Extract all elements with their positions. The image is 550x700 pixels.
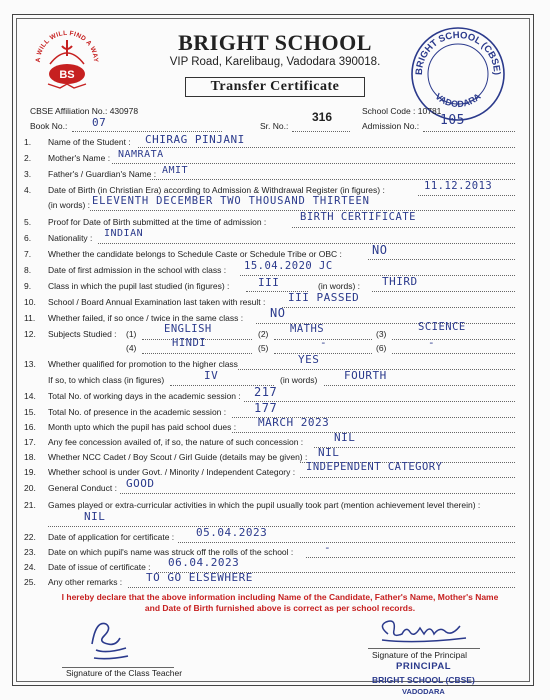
fee-concession-value: NIL — [334, 431, 356, 444]
field-number: 3. — [24, 169, 32, 179]
nationality-value: INDIAN — [104, 228, 144, 239]
field-number: 18. — [24, 452, 36, 462]
subject-key: (2) — [258, 329, 269, 339]
principal-signature-line — [368, 648, 480, 649]
conduct-label: General Conduct : — [48, 483, 117, 493]
mother-name-value: NAMRATA — [118, 149, 164, 160]
dob-proof-value: BIRTH CERTIFICATE — [300, 211, 416, 223]
caste-value: NO — [372, 243, 388, 257]
field-number: 20. — [24, 483, 36, 493]
last-class-words-value: THIRD — [382, 275, 418, 288]
promotion-label: Whether qualified for promotion to the higher class — [48, 359, 238, 369]
field-number: 22. — [24, 532, 36, 542]
field-number: 25. — [24, 577, 36, 587]
student-name-value: CHIRAG PINJANI — [145, 133, 245, 146]
issue-date-value: 06.04.2023 — [168, 556, 240, 569]
field-number: 4. — [24, 185, 32, 195]
subject-value: MATHS — [290, 323, 325, 335]
field-number: 6. — [24, 233, 32, 243]
working-days-value: 217 — [254, 385, 278, 399]
teacher-signature — [86, 614, 134, 664]
remarks-label: Any other remarks : — [48, 577, 123, 587]
failed-label: Whether failed, if so once / twice in the same class : — [48, 313, 244, 323]
field-number: 11. — [24, 313, 36, 323]
caste-line — [368, 259, 515, 260]
mother-name-line — [112, 163, 515, 164]
field-number: 7. — [24, 249, 32, 259]
subject-value: - — [320, 336, 328, 349]
school-name: BRIGHT SCHOOL — [178, 30, 372, 55]
svg-text:BRIGHT SCHOOL (CBSE) — [414, 30, 502, 75]
subject-key: (3) — [376, 329, 387, 339]
principal-signature-label: Signature of the Principal — [372, 650, 467, 660]
dob-words-value: ELEVENTH DECEMBER TWO THOUSAND THIRTEEN — [92, 195, 370, 207]
school-category-label: Whether school is under Govt. / Minority / Independent Category : — [48, 467, 296, 477]
application-date-label: Date of application for certificate : — [48, 532, 175, 542]
working-days-line — [244, 401, 515, 402]
field-number: 1. — [24, 137, 32, 147]
principal-stamp-title: PRINCIPAL — [396, 661, 451, 672]
presence-label: Total No. of presence in the academic session : — [48, 407, 227, 417]
field-number: 9. — [24, 281, 32, 291]
field-number: 15. — [24, 407, 36, 417]
stamp-bottom-text: VADODARA — [433, 91, 483, 110]
last-class-label: Class in which the pupil last studied (in figures) : — [48, 281, 230, 291]
dues-line — [232, 432, 515, 433]
book-no-line — [72, 131, 222, 132]
struck-off-value: - — [324, 541, 332, 554]
remarks-line — [128, 587, 515, 588]
games-line — [48, 526, 515, 527]
field-number: 8. — [24, 265, 32, 275]
promotion-class-words-label: (in words) — [280, 375, 318, 385]
certificate-title: Transfer Certificate — [185, 77, 365, 97]
field-number: 23. — [24, 547, 36, 557]
subject-key: (5) — [258, 343, 269, 353]
dob-proof-label: Proof for Date of Birth submitted at the time of admission : — [48, 217, 267, 227]
dob-line — [418, 195, 515, 196]
subject-value: HINDI — [172, 337, 207, 349]
teacher-signature-label: Signature of the Class Teacher — [66, 668, 183, 678]
principal-stamp-school: BRIGHT SCHOOL (CBSE) — [372, 675, 475, 685]
last-class-words-line — [372, 291, 515, 292]
exam-result-line — [282, 307, 515, 308]
declaration-text: I hereby declare that the above information including Name of the Candidate, Father's Name, Mother's Name and Date of Birth furnished above is correct as per school records. — [61, 592, 499, 613]
subject-value: - — [428, 336, 436, 349]
ncc-label: Whether NCC Cadet / Boy Scout / Girl Guide (details may be given) : — [48, 452, 308, 462]
caste-label: Whether the candidate belongs to Schedule Caste or Schedule Tribe or OBC : — [48, 249, 342, 259]
field-number: 21. — [24, 500, 36, 510]
conduct-value: GOOD — [126, 477, 155, 490]
exam-result-value: III PASSED — [288, 291, 360, 304]
school-category-value: INDEPENDENT CATEGORY — [306, 461, 443, 473]
promotion-class-words-line — [324, 385, 515, 386]
presence-value: 177 — [254, 401, 278, 415]
subject-line — [392, 353, 515, 354]
first-admission-label: Date of first admission in the school with class : — [48, 265, 227, 275]
application-date-line — [178, 542, 515, 543]
school-category-line — [300, 477, 515, 478]
promotion-class-words-value: FOURTH — [344, 369, 387, 382]
school-code: School Code : 10781 — [362, 106, 442, 116]
subject-key: (1) — [126, 329, 137, 339]
school-address: VIP Road, Karelibaug, Vadodara 390018. — [169, 56, 381, 68]
failed-value: NO — [270, 306, 286, 320]
fee-concession-label: Any fee concession availed of, if so, the nature of such concession : — [48, 437, 304, 447]
field-number: 24. — [24, 562, 36, 572]
last-class-figures-value: III — [258, 276, 280, 289]
principal-signature — [376, 616, 472, 646]
father-name-value: AMIT — [162, 165, 189, 176]
sr-no-value: 316 — [312, 110, 333, 124]
last-class-words-label: (in words) : — [318, 281, 361, 291]
first-admission-line — [240, 275, 515, 276]
dob-figures-value: 11.12.2013 — [424, 180, 493, 192]
field-number: 2. — [24, 153, 32, 163]
application-date-value: 05.04.2023 — [196, 526, 268, 539]
admission-no-value: 105 — [440, 113, 465, 128]
field-number: 10. — [24, 297, 36, 307]
logo-motto: A WILL WILL FIND A WAY — [34, 29, 100, 63]
subject-line — [142, 353, 252, 354]
subject-line — [274, 353, 372, 354]
first-admission-value: 15.04.2020 JC — [244, 260, 333, 272]
subjects-label: Subjects Studied : — [48, 329, 117, 339]
dues-value: MARCH 2023 — [258, 416, 330, 429]
field-number: 17. — [24, 437, 36, 447]
dob-label: Date of Birth (in Christian Era) according to Admission & Withdrawal Register (in figures) : — [48, 185, 385, 195]
stamp-top-text: BRIGHT SCHOOL (CBSE) — [413, 29, 503, 76]
mother-name-label: Mother's Name : — [48, 153, 111, 163]
dob-proof-line — [292, 227, 515, 228]
field-number: 5. — [24, 217, 32, 227]
subject-value: SCIENCE — [418, 321, 466, 333]
nationality-line — [98, 243, 515, 244]
book-no-value: 07 — [92, 116, 107, 129]
subject-key: (4) — [126, 343, 137, 353]
nationality-label: Nationality : — [48, 233, 93, 243]
fee-concession-line — [314, 447, 515, 448]
field-number: 16. — [24, 422, 36, 432]
promotion-class-figures-label: If so, to which class (in figures) — [48, 375, 165, 385]
cbse-affiliation: CBSE Affiliation No.: 430978 — [30, 106, 139, 116]
issue-date-label: Date of issue of certificate : — [48, 562, 151, 572]
principal-stamp-city: VADODARA — [402, 687, 445, 696]
student-name-line — [138, 147, 515, 148]
logo-initials: BS — [59, 69, 75, 81]
struck-off-label: Date on which pupil's name was struck off the rolls of the school : — [48, 547, 294, 557]
subject-key: (6) — [376, 343, 387, 353]
conduct-line — [120, 493, 515, 494]
subject-value: ENGLISH — [164, 323, 212, 335]
subject-line — [392, 339, 515, 340]
field-number: 12. — [24, 329, 36, 339]
book-no-label: Book No.: — [30, 121, 68, 131]
games-value: NIL — [84, 510, 106, 523]
field-number: 19. — [24, 467, 36, 477]
admission-no-line — [423, 131, 515, 132]
father-name-label: Father's / Guardian's Name : — [48, 169, 157, 179]
admission-no-label: Admission No.: — [362, 121, 420, 131]
promotion-value: YES — [298, 353, 320, 366]
student-name-label: Name of the Student : — [48, 137, 131, 147]
remarks-value: TO GO ELSEWHERE — [146, 571, 253, 584]
games-label: Games played or extra-curricular activities in which the pupil usually took part (mention achievement level therein) : — [48, 500, 481, 510]
promotion-class-figures-value: IV — [204, 369, 219, 382]
sr-no-line — [292, 131, 350, 132]
sr-no-label: Sr. No.: — [260, 121, 289, 131]
struck-off-line — [306, 557, 515, 558]
dob-words-label: (in words) : — [48, 200, 91, 210]
exam-result-label: School / Board Annual Examination last taken with result : — [48, 297, 266, 307]
field-number: 13. — [24, 359, 36, 369]
ncc-value: NIL — [318, 446, 340, 459]
field-number: 14. — [24, 391, 36, 401]
dues-label: Month upto which the pupil has paid school dues : — [48, 422, 237, 432]
working-days-label: Total No. of working days in the academic session : — [48, 391, 241, 401]
